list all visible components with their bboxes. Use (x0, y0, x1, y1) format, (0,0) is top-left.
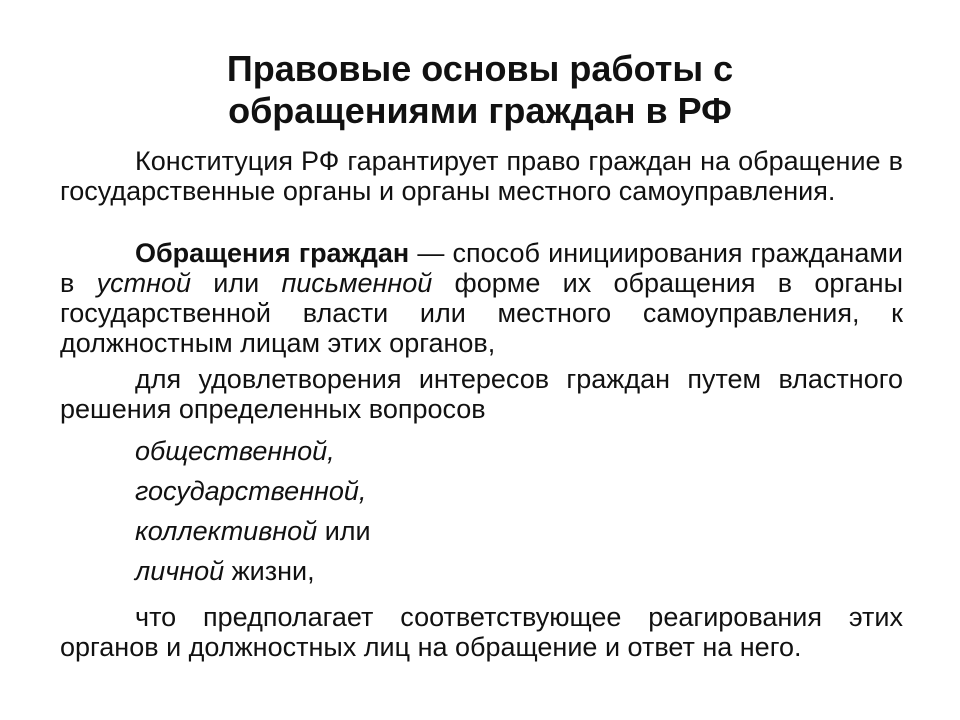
written-form: письменной (281, 268, 433, 298)
paragraph-constitution: Конституция РФ гарантирует право граждан на обращение в государственные органы и органы местного самоуправления. (60, 146, 903, 206)
oral-form: устной (96, 268, 191, 298)
definition-text: — способ инициирования гражданами в (60, 238, 903, 298)
definition-term: Обращения граждан (135, 238, 410, 268)
list-item-public-text: общественной, (135, 436, 335, 466)
title-line-2: обращениями граждан в РФ (228, 90, 732, 131)
list-item-collective-rest: или (317, 516, 371, 546)
spacer (60, 206, 903, 238)
list-item-personal (60, 556, 903, 596)
list-item-state-text: государственной, (135, 476, 367, 506)
slide-title (0, 48, 960, 132)
list-item-state (60, 476, 903, 516)
or-text: или (191, 268, 282, 298)
list-item-public (60, 436, 903, 476)
paragraph-response: что предполагает соответствующее реагирования этих органов и должностных лиц на обращение и ответ на него. (60, 602, 903, 662)
paragraph-purpose: для удовлетворения интересов граждан путем властного решения определенных вопросов (60, 364, 903, 424)
title-line-1: Правовые основы работы с (226, 48, 734, 89)
list-item-collective (60, 516, 903, 556)
slide-body (60, 146, 903, 689)
paragraph-definition (60, 238, 903, 358)
list-item-personal-rest: жизни, (224, 556, 315, 586)
list-item-personal-text: личной (135, 556, 225, 586)
list-item-collective-text: коллективной (135, 516, 318, 546)
definition-rest: форме их обращения в органы государственной власти или местного самоуправления, к должностным лицам этих органов, (60, 268, 903, 358)
